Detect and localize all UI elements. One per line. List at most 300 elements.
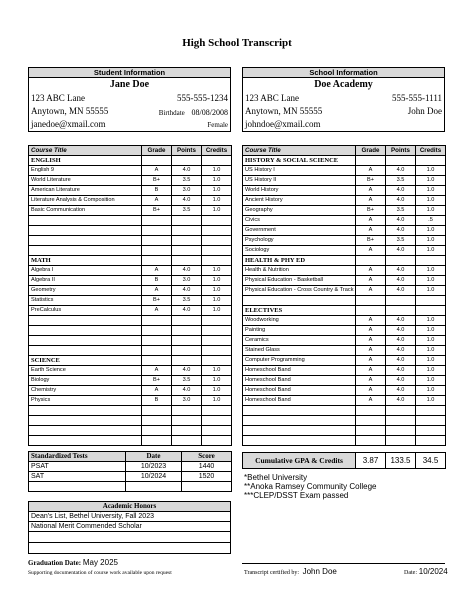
course-table-left	[28, 145, 232, 446]
empty-cell	[356, 306, 386, 316]
test-score: 1520	[182, 472, 232, 482]
course-points	[172, 426, 202, 436]
course-row	[29, 316, 232, 326]
course-points	[386, 416, 416, 426]
course-grade	[142, 426, 172, 436]
honors-header	[29, 502, 231, 512]
course-credits: 1.0	[202, 196, 232, 206]
course-points: 4.0	[386, 396, 416, 406]
certification-date-value: 10/2024	[418, 567, 448, 576]
course-credits: 1.0	[416, 326, 446, 336]
course-title: Algebra II	[29, 276, 142, 286]
graduation-date-value: May 2025	[82, 558, 118, 567]
course-row	[243, 336, 446, 346]
course-grade	[142, 416, 172, 426]
course-credits	[202, 336, 232, 346]
certification-date	[404, 567, 448, 576]
course-title	[29, 326, 142, 336]
graduation-date-label: Graduation Date:	[28, 559, 82, 567]
course-row	[29, 406, 232, 416]
course-row	[243, 406, 446, 416]
course-grade: A	[356, 266, 386, 276]
col-course-title: Course Title	[29, 146, 142, 156]
test-name: PSAT	[29, 462, 126, 472]
footnotes	[244, 473, 377, 500]
course-row	[29, 426, 232, 436]
course-points	[172, 346, 202, 356]
empty-cell	[416, 256, 446, 266]
school-phone: 555-555-1111	[392, 93, 442, 103]
school-administrator: John Doe	[407, 106, 442, 116]
course-grade	[356, 436, 386, 446]
course-points: 3.5	[172, 176, 202, 186]
course-title	[243, 436, 356, 446]
course-row	[243, 246, 446, 256]
course-points: 4.0	[386, 266, 416, 276]
student-address-line2: Anytown, MN 55555	[31, 106, 109, 116]
course-points: 4.0	[386, 226, 416, 236]
school-email: johndoe@xmail.com	[245, 119, 321, 129]
course-points: 4.0	[386, 246, 416, 256]
course-row	[243, 346, 446, 356]
empty-cell	[202, 256, 232, 266]
course-row	[243, 316, 446, 326]
tests-header-score: Score	[182, 452, 232, 462]
course-credits: 1.0	[416, 286, 446, 296]
subject-section-title: MATH	[29, 256, 142, 266]
course-credits: 1.0	[416, 236, 446, 246]
course-points	[172, 406, 202, 416]
honor-row	[29, 532, 231, 543]
gpa-value: 3.87	[356, 453, 386, 469]
subject-section-row	[29, 256, 232, 266]
course-row	[243, 426, 446, 436]
honor-row	[29, 522, 231, 532]
test-score: 1440	[182, 462, 232, 472]
course-points: 4.0	[386, 326, 416, 336]
course-title: Biology	[29, 376, 142, 386]
course-points: 3.5	[386, 236, 416, 246]
course-title: Woodworking	[243, 316, 356, 326]
course-row	[29, 396, 232, 406]
certification-date-label: Date:	[404, 570, 417, 576]
course-credits: 1.0	[202, 176, 232, 186]
course-grade: A	[356, 226, 386, 236]
course-credits	[202, 236, 232, 246]
signature-line	[242, 563, 445, 564]
course-credits: 1.0	[416, 316, 446, 326]
course-grade: A	[356, 166, 386, 176]
course-credits: 1.0	[416, 246, 446, 256]
footnote: ***CLEP/DSST Exam passed	[244, 491, 349, 500]
student-birthdate	[159, 107, 228, 117]
course-credits: 1.0	[202, 396, 232, 406]
course-points	[172, 246, 202, 256]
course-row	[29, 306, 232, 316]
course-points: 4.0	[386, 186, 416, 196]
course-grade: B+	[356, 206, 386, 216]
course-row	[29, 286, 232, 296]
course-row	[243, 286, 446, 296]
course-title: Physical Education - Cross Country & Track	[243, 286, 356, 296]
course-grade: B+	[356, 236, 386, 246]
course-points: 4.0	[172, 286, 202, 296]
course-points: 3.5	[172, 296, 202, 306]
course-grade: A	[142, 386, 172, 396]
empty-cell	[356, 156, 386, 166]
course-grade: A	[356, 316, 386, 326]
subject-section-row	[29, 356, 232, 366]
honor-row	[29, 543, 231, 554]
course-row	[29, 236, 232, 246]
course-points	[172, 216, 202, 226]
course-points: 4.0	[172, 266, 202, 276]
course-points	[172, 236, 202, 246]
course-row	[243, 216, 446, 226]
course-points: 4.0	[172, 366, 202, 376]
course-credits	[416, 426, 446, 436]
course-row	[243, 276, 446, 286]
course-grade: A	[142, 366, 172, 376]
course-credits	[202, 416, 232, 426]
course-table-right-body	[243, 146, 446, 446]
course-grade: A	[356, 396, 386, 406]
subject-section-title: HEALTH & PHY ED	[243, 256, 356, 266]
course-grade	[356, 406, 386, 416]
course-grade: B+	[142, 376, 172, 386]
course-grade: A	[142, 266, 172, 276]
empty-cell	[202, 356, 232, 366]
course-points: 4.0	[386, 356, 416, 366]
course-credits: 1.0	[416, 266, 446, 276]
course-credits: .5	[416, 216, 446, 226]
empty-cell	[172, 156, 202, 166]
course-credits: 1.0	[416, 276, 446, 286]
subject-section-row	[243, 306, 446, 316]
course-row	[29, 296, 232, 306]
course-title: Health & Nutrition	[243, 266, 356, 276]
course-credits: 1.0	[202, 266, 232, 276]
course-credits: 1.0	[202, 206, 232, 216]
course-row	[29, 436, 232, 446]
empty-cell	[386, 156, 416, 166]
empty-cell	[386, 306, 416, 316]
course-row	[29, 216, 232, 226]
footnote: *Bethel University	[244, 473, 308, 482]
course-credits: 1.0	[416, 186, 446, 196]
course-points: 4.0	[386, 166, 416, 176]
course-grade: A	[356, 346, 386, 356]
course-grade	[356, 296, 386, 306]
student-info-header: Student Information	[29, 68, 230, 78]
birthdate-label: Birthdate	[158, 109, 185, 117]
course-credits: 1.0	[416, 196, 446, 206]
page-title: High School Transcript	[182, 37, 292, 49]
course-credits: 1.0	[416, 226, 446, 236]
course-points: 3.0	[172, 396, 202, 406]
course-credits	[416, 296, 446, 306]
school-name: Doe Academy	[314, 79, 373, 90]
course-grade: B+	[142, 296, 172, 306]
course-title	[243, 416, 356, 426]
course-table-header	[29, 146, 232, 156]
empty-cell	[416, 306, 446, 316]
col-credits: Credits	[416, 146, 446, 156]
course-title	[29, 416, 142, 426]
course-row	[243, 296, 446, 306]
empty-cell	[172, 256, 202, 266]
course-grade: A	[356, 336, 386, 346]
course-title: Government	[243, 226, 356, 236]
course-points: 4.0	[386, 346, 416, 356]
subject-section-row	[243, 256, 446, 266]
course-credits: 1.0	[416, 366, 446, 376]
course-title: American Literature	[29, 186, 142, 196]
course-title: Geography	[243, 206, 356, 216]
honor-item: National Merit Commended Scholar	[29, 522, 231, 532]
course-credits	[202, 436, 232, 446]
course-title: Statistics	[29, 296, 142, 306]
col-credits: Credits	[202, 146, 232, 156]
course-points: 4.0	[386, 366, 416, 376]
course-grade: A	[356, 196, 386, 206]
school-info-header: School Information	[243, 68, 444, 78]
course-row	[29, 326, 232, 336]
certified-by-label: Transcript certified by:	[244, 570, 300, 576]
course-grade: A	[356, 356, 386, 366]
course-table-header	[243, 146, 446, 156]
course-title: Earth Science	[29, 366, 142, 376]
course-grade: A	[356, 366, 386, 376]
course-grade: A	[356, 246, 386, 256]
certified-by	[244, 567, 337, 576]
course-title: English 9	[29, 166, 142, 176]
course-credits: 1.0	[416, 176, 446, 186]
student-email: janedoe@xmail.com	[31, 119, 106, 129]
col-grade: Grade	[356, 146, 386, 156]
course-credits: 1.0	[202, 306, 232, 316]
graduation-date	[28, 558, 118, 567]
honor-row	[29, 512, 231, 522]
course-points: 4.0	[172, 166, 202, 176]
course-grade: B	[142, 396, 172, 406]
course-credits: 1.0	[202, 376, 232, 386]
test-date: 10/2024	[126, 472, 182, 482]
course-grade	[356, 416, 386, 426]
course-title: Literature Analysis & Composition	[29, 196, 142, 206]
course-title	[29, 336, 142, 346]
course-points	[172, 326, 202, 336]
course-title	[29, 346, 142, 356]
course-title	[243, 426, 356, 436]
course-points	[172, 416, 202, 426]
course-points: 4.0	[386, 286, 416, 296]
course-title: Stained Glass	[243, 346, 356, 356]
course-row	[29, 346, 232, 356]
student-info-box	[28, 67, 231, 132]
course-row	[243, 196, 446, 206]
course-points: 4.0	[172, 306, 202, 316]
test-score	[182, 482, 232, 492]
course-title: Sociology	[243, 246, 356, 256]
course-title: Civics	[243, 216, 356, 226]
gpa-points-total: 133.5	[386, 453, 416, 469]
course-points	[386, 296, 416, 306]
course-grade: B+	[356, 176, 386, 186]
empty-cell	[142, 256, 172, 266]
course-row	[29, 246, 232, 256]
course-grade	[142, 236, 172, 246]
course-title: Computer Programming	[243, 356, 356, 366]
course-credits	[416, 436, 446, 446]
student-name: Jane Doe	[109, 79, 150, 90]
test-date	[126, 482, 182, 492]
course-row	[243, 186, 446, 196]
course-credits: 1.0	[202, 166, 232, 176]
course-points	[386, 436, 416, 446]
course-points: 4.0	[386, 216, 416, 226]
course-credits	[416, 406, 446, 416]
gpa-row	[243, 453, 446, 469]
course-grade	[142, 246, 172, 256]
course-points: 4.0	[386, 376, 416, 386]
course-row	[29, 266, 232, 276]
course-credits	[202, 226, 232, 236]
course-row	[243, 366, 446, 376]
course-title: Homeschool Band	[243, 386, 356, 396]
course-points	[172, 226, 202, 236]
course-title: World History	[243, 186, 356, 196]
course-row	[29, 336, 232, 346]
course-row	[29, 166, 232, 176]
supporting-documentation-note: Supporting documentation of course work available upon request	[28, 570, 172, 576]
course-grade	[142, 436, 172, 446]
course-points: 4.0	[386, 336, 416, 346]
school-info-box	[242, 67, 445, 132]
course-credits	[202, 406, 232, 416]
course-credits	[202, 346, 232, 356]
course-table-left-body	[29, 146, 232, 446]
course-grade: B	[142, 186, 172, 196]
course-row	[243, 226, 446, 236]
course-grade	[142, 316, 172, 326]
course-credits: 1.0	[416, 376, 446, 386]
course-row	[243, 166, 446, 176]
col-course-title: Course Title	[243, 146, 356, 156]
empty-cell	[142, 156, 172, 166]
course-row	[29, 196, 232, 206]
course-title: Basic Communication	[29, 206, 142, 216]
course-points	[172, 336, 202, 346]
course-points: 3.5	[386, 176, 416, 186]
course-title: Homeschool Band	[243, 366, 356, 376]
course-title	[243, 296, 356, 306]
course-grade: B+	[142, 206, 172, 216]
course-credits: 1.0	[202, 186, 232, 196]
course-credits: 1.0	[416, 336, 446, 346]
course-title: Algebra I	[29, 266, 142, 276]
course-title: Painting	[243, 326, 356, 336]
course-credits: 1.0	[416, 206, 446, 216]
course-title: Geometry	[29, 286, 142, 296]
honors-header-label: Academic Honors	[29, 502, 231, 512]
course-row	[243, 236, 446, 246]
course-points: 4.0	[172, 386, 202, 396]
test-row	[29, 472, 232, 482]
tests-header-name: Standardized Tests	[29, 452, 126, 462]
course-points: 3.0	[172, 276, 202, 286]
course-credits: 1.0	[202, 386, 232, 396]
course-table-right	[242, 145, 446, 446]
course-grade: A	[356, 186, 386, 196]
course-grade: A	[356, 326, 386, 336]
course-points: 4.0	[386, 316, 416, 326]
course-title: PreCalculus	[29, 306, 142, 316]
birthdate-value: 08/08/2008	[191, 108, 228, 117]
course-grade	[142, 336, 172, 346]
course-title	[29, 436, 142, 446]
course-row	[29, 416, 232, 426]
subject-section-row	[29, 156, 232, 166]
school-address-line2: Anytown, MN 55555	[245, 106, 323, 116]
course-points	[386, 406, 416, 416]
student-gender: Female	[207, 121, 228, 129]
col-points: Points	[172, 146, 202, 156]
course-title: US History I	[243, 166, 356, 176]
course-credits: 1.0	[202, 276, 232, 286]
gpa-label: Cumulative GPA & Credits	[243, 453, 356, 469]
course-grade: A	[142, 196, 172, 206]
empty-cell	[172, 356, 202, 366]
course-points	[386, 426, 416, 436]
course-row	[243, 356, 446, 366]
course-title	[29, 226, 142, 236]
course-title: Homeschool Band	[243, 396, 356, 406]
course-credits	[202, 216, 232, 226]
test-date: 10/2023	[126, 462, 182, 472]
col-grade: Grade	[142, 146, 172, 156]
course-grade: A	[142, 306, 172, 316]
subject-section-row	[243, 156, 446, 166]
empty-cell	[202, 156, 232, 166]
honor-item	[29, 543, 231, 554]
course-title	[243, 406, 356, 416]
course-points: 4.0	[386, 386, 416, 396]
course-points: 4.0	[386, 196, 416, 206]
test-row	[29, 482, 232, 492]
gpa-credits-total: 34.5	[416, 453, 446, 469]
course-grade	[142, 346, 172, 356]
course-row	[29, 376, 232, 386]
course-points: 3.5	[172, 376, 202, 386]
empty-cell	[416, 156, 446, 166]
school-address-line1: 123 ABC Lane	[245, 93, 299, 103]
course-points	[172, 436, 202, 446]
course-grade: B	[142, 276, 172, 286]
course-credits: 1.0	[202, 296, 232, 306]
course-credits	[202, 326, 232, 336]
course-grade: A	[142, 166, 172, 176]
test-row	[29, 462, 232, 472]
course-credits: 1.0	[416, 346, 446, 356]
course-title: Ceramics	[243, 336, 356, 346]
test-name: SAT	[29, 472, 126, 482]
course-row	[29, 186, 232, 196]
course-points: 3.0	[172, 186, 202, 196]
empty-cell	[386, 256, 416, 266]
course-row	[243, 396, 446, 406]
course-row	[243, 436, 446, 446]
